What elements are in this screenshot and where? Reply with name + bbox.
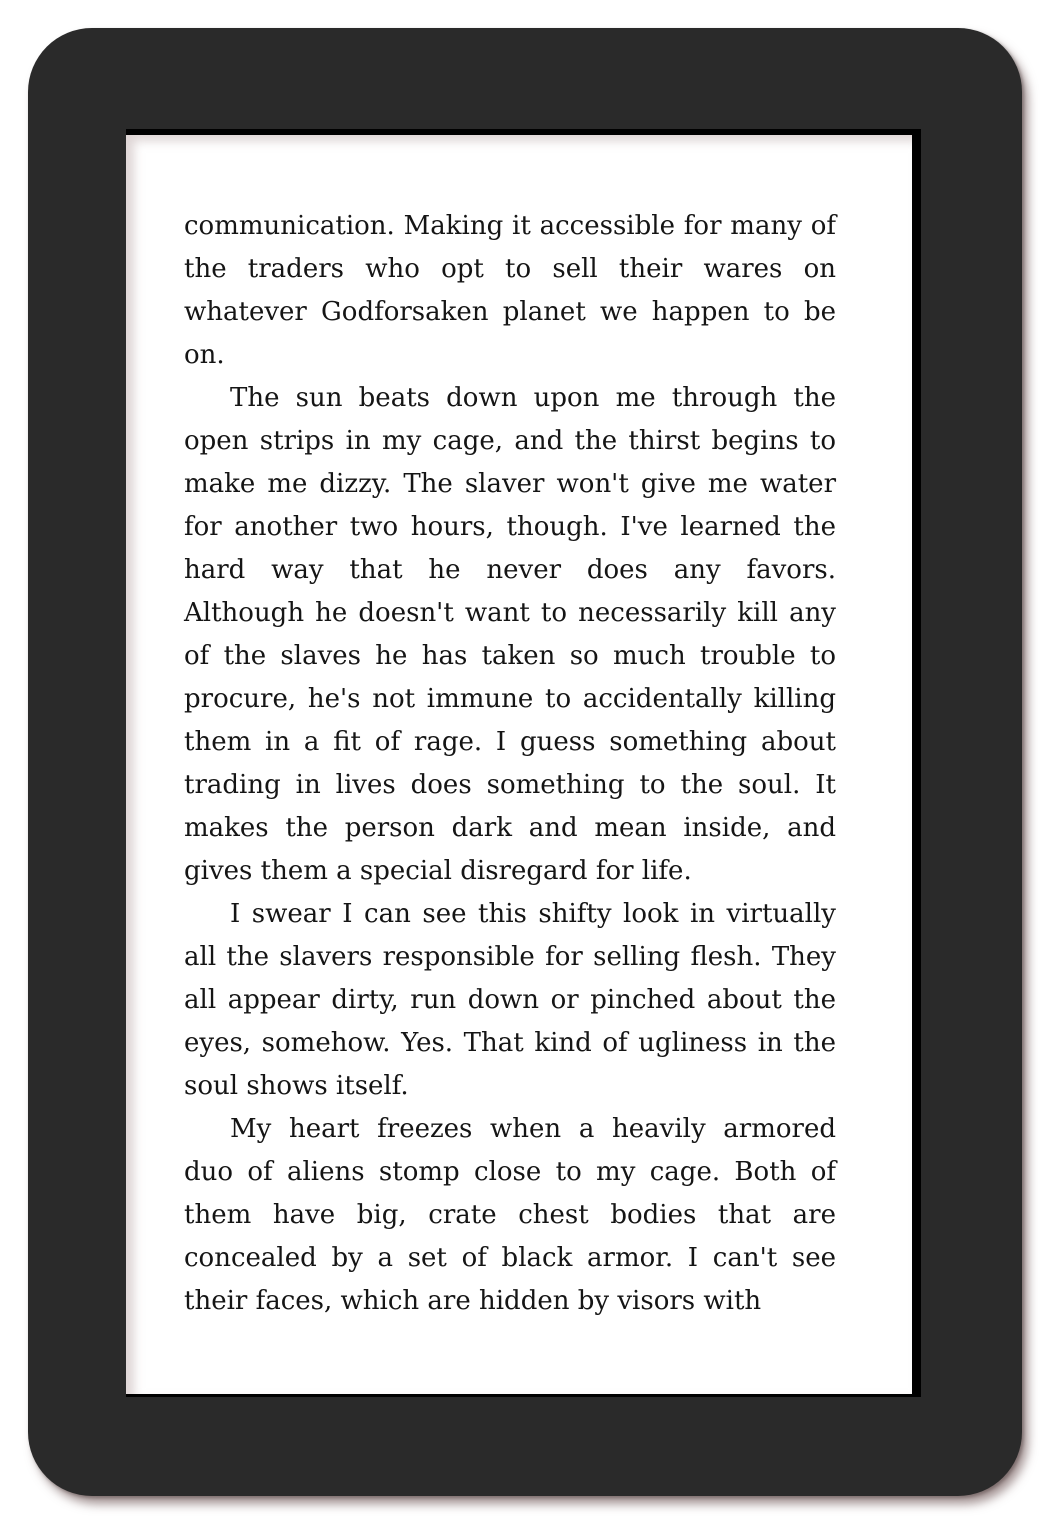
book-page-text [184,205,836,1323]
book-paragraph: The sun beats down upon me through the open strips in my cage, and the thirst begins to make me dizzy. The slaver won't give me water for another two hours, though. I've learned the hard way that he never does any favors. Although he doesn't want to necessarily kill any of the slaves he has taken so much trouble to procure, he's not immune to accidentally killing them in a fit of rage. I guess something about trading in lives does something to the soul. It makes the person dark and mean inside, and gives them a special disregard for life. [184,383,836,886]
book-paragraph: I swear I can see this shifty look in virtually all the slavers responsible for selling flesh. They all appear dirty, run down or pinched about the eyes, somehow. Yes. That kind of ugliness in the soul shows itself. [184,899,836,1101]
book-paragraph: communication. Making it accessible for many of the traders who opt to sell their wares on whatever Godforsaken planet we happen to be on. [184,211,836,370]
ereader-screen[interactable] [126,129,921,1397]
book-paragraph: My heart freezes when a heavily armored duo of aliens stomp close to my cage. Both of them have big, crate chest bodies that are concealed by a set of black armor. I can't see their faces, which are hidden by visors with [184,1114,836,1316]
